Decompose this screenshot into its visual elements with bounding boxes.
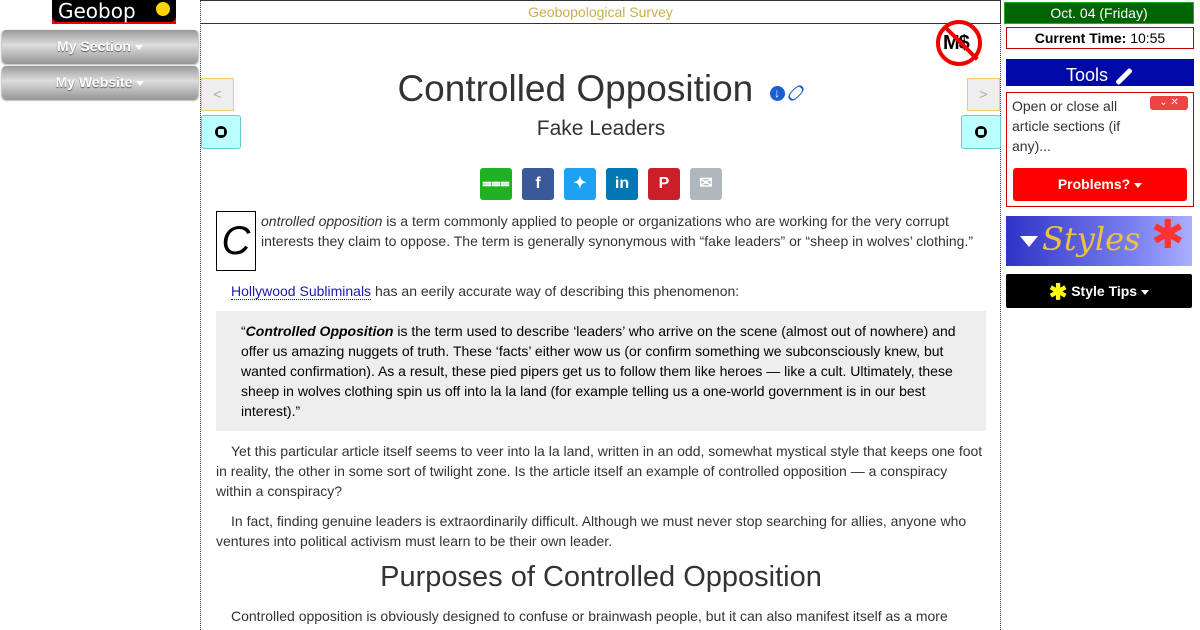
lightbulb-icon (156, 2, 170, 16)
drop-cap: C (216, 211, 256, 271)
paragraph-purposes: Controlled opposition is obviously designed to confuse or brainwash people, but it can also manifest itself as a more (231, 608, 948, 624)
page-title-row (201, 68, 1001, 112)
source-paragraph (231, 281, 986, 301)
link-icon[interactable] (786, 84, 805, 103)
main-content (200, 0, 1001, 630)
asterisk-icon: ✱ (1151, 216, 1185, 257)
tools-label: Tools (1065, 65, 1109, 85)
time-value: 10:55 (1130, 30, 1166, 46)
problems-label: Problems? (1057, 176, 1131, 192)
prev-page-button[interactable]: < (201, 78, 234, 111)
tools-panel (1006, 92, 1194, 207)
paragraph-la-la-land: Yet this particular article itself seems to veer into la la land, written in an odd, somewhat mystical style that keeps one foot in reality, the other in some sort of twilight zone. Is the article itself an example of controlled opposition — a conspiracy within a conspiracy? (216, 443, 983, 499)
facebook-button[interactable] (522, 168, 554, 200)
caret-down-icon (1020, 236, 1038, 247)
my-website-button[interactable] (2, 66, 198, 99)
intro-text: is a term commonly applied to people or organizations who are working for the very corrupt interests they claim to oppose. The term is generally synonymous with “fake leaders” or “sheep in wolves’ clothing.” (261, 213, 973, 249)
time-label: Current Time: (1034, 30, 1127, 46)
my-section-button[interactable] (2, 30, 198, 63)
problems-button[interactable] (1013, 168, 1187, 201)
source-text: has an eerily accurate way of describing this phenomenon: (371, 283, 740, 299)
current-time (1006, 27, 1194, 49)
styles-label: Styles (1042, 220, 1141, 258)
linkedin-icon: in (614, 175, 630, 192)
blockquote (216, 311, 986, 431)
tools-description: Open or close all article sections (if any)... (1012, 98, 1121, 154)
left-sidebar (0, 0, 200, 630)
next-page-button[interactable]: > (967, 78, 1000, 111)
chevron-down-icon: ⌄ (1159, 97, 1168, 108)
quote-open: “ (241, 323, 246, 339)
twitter-button[interactable] (564, 168, 596, 200)
share-icon: ⩶ (482, 175, 510, 192)
hollywood-subliminals-link[interactable]: Hollywood Subliminals (231, 283, 372, 299)
section-heading: Purposes of Controlled Opposition (380, 561, 822, 593)
style-tips-label: Style Tips (1071, 283, 1138, 299)
email-icon: ✉ (699, 175, 713, 192)
date-display: Oct. 04 (Friday) (1004, 2, 1194, 24)
tools-header[interactable] (1006, 59, 1194, 86)
intro-italic: ontrolled opposition (261, 213, 383, 229)
facebook-icon: f (535, 175, 541, 192)
no-microsoft-badge[interactable] (936, 20, 982, 66)
my-section-label: My Section (57, 38, 131, 54)
quote-text: is the term used to describe ‘leaders’ who arrive on the scene (almost out of nowhere) and offer us amazing nuggets of truth. These ‘facts’ either wow us (or confirm something we subconsciously knew, but wanted confirmation). As a result, these pied pipers get us to follow them like heroes — like a cult. Ultimately, these sheep in wolves clothing spin us off into la la land (for example telling us a one-world government is in our best interest).” (241, 323, 956, 419)
site-logo[interactable] (52, 0, 176, 24)
logo-text: Geobop (52, 0, 176, 22)
title-icons (770, 70, 805, 112)
intro-paragraph (261, 211, 986, 251)
email-button[interactable] (690, 168, 722, 200)
page-subtitle: Fake Leaders (536, 117, 666, 140)
sharethis-button[interactable] (480, 168, 512, 200)
style-tips-button[interactable] (1006, 274, 1192, 308)
survey-title-bar[interactable]: Geobopological Survey (201, 0, 1001, 24)
nosign-text: M$ (943, 32, 969, 54)
collapse-sections-button[interactable] (1150, 96, 1188, 110)
caret-down-icon (1141, 290, 1149, 295)
styles-button[interactable] (1006, 216, 1192, 266)
quote-bold: Controlled Opposition (245, 323, 394, 339)
page-title: Controlled Opposition (397, 68, 754, 109)
caret-down-icon (1134, 183, 1142, 188)
pinterest-button[interactable] (648, 168, 680, 200)
download-icon[interactable]: ↓ (770, 86, 785, 101)
twitter-icon: ✦ (573, 175, 587, 192)
caret-down-icon (136, 81, 144, 86)
my-website-label: My Website (55, 74, 133, 90)
paragraph-leaders: In fact, finding genuine leaders is extraordinarily difficult. Although we must never stop searching for allies, anyone who ventures into political activism must learn to be their own leader. (216, 513, 967, 549)
pinterest-icon: P (658, 175, 670, 192)
caret-down-icon (135, 45, 143, 50)
star-icon: ✱ (1048, 279, 1068, 305)
linkedin-button[interactable] (606, 168, 638, 200)
right-sidebar (1003, 0, 1200, 630)
close-icon: ✕ (1170, 97, 1179, 108)
wrench-icon (1115, 67, 1133, 85)
